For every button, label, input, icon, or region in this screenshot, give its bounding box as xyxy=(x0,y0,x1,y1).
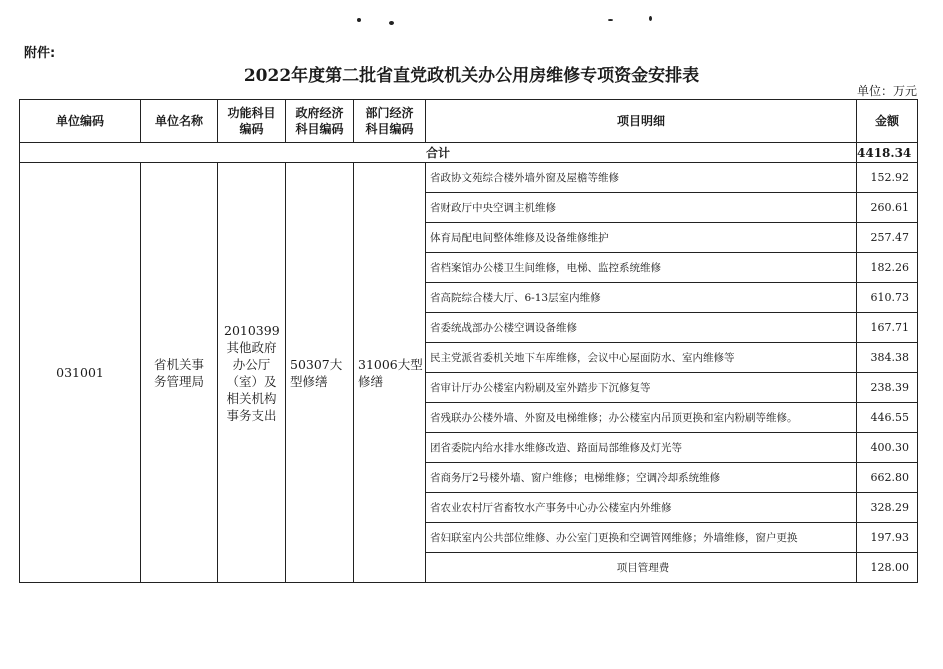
project-description: 民主党派省委机关地下车库维修，会议中心屋面防水、室内维修等 xyxy=(426,343,857,373)
unit-label: 单位：万元 xyxy=(856,84,917,98)
header-row xyxy=(20,100,918,143)
project-amount: 610.73 xyxy=(857,283,918,313)
scan-speck xyxy=(649,16,652,21)
project-amount: 400.30 xyxy=(857,433,918,463)
total-amount: 4418.34 xyxy=(857,143,918,163)
project-amount: 238.39 xyxy=(857,373,918,403)
project-description: 省高院综合楼大厅、6-13层室内维修 xyxy=(426,283,857,313)
project-amount: 152.92 xyxy=(857,163,918,193)
project-description: 体育局配电间整体维修及设备维修维护 xyxy=(426,223,857,253)
project-description: 省档案馆办公楼卫生间维修，电梯、监控系统维修 xyxy=(426,253,857,283)
attachment-label: 附件: xyxy=(24,46,56,61)
project-description: 省财政厅中央空调主机维修 xyxy=(426,193,857,223)
allocation-table xyxy=(19,99,918,583)
project-amount: 167.71 xyxy=(857,313,918,343)
project-amount: 197.93 xyxy=(857,523,918,553)
group-unit-code: 031001 xyxy=(20,163,141,583)
group-gov-econ-code: 50307大型修缮 xyxy=(286,163,354,583)
group-dept-econ-code: 31006大型修缮 xyxy=(354,163,426,583)
group-function-code: 2010399其他政府办公厅（室）及相关机构事务支出 xyxy=(218,163,286,583)
total-row xyxy=(20,143,918,163)
project-description: 团省委院内给水排水维修改造、路面局部维修及灯光等 xyxy=(426,433,857,463)
table-row xyxy=(20,163,918,193)
project-description: 省妇联室内公共部位维修、办公室门更换和空调管网维修；外墙维修，窗户更换 xyxy=(426,523,857,553)
header-project-detail: 项目明细 xyxy=(426,100,857,143)
project-amount: 662.80 xyxy=(857,463,918,493)
project-description: 省残联办公楼外墙、外窗及电梯维修；办公楼室内吊顶更换和室内粉刷等维修。 xyxy=(426,403,857,433)
header-unit-name: 单位名称 xyxy=(141,100,218,143)
header-unit-code: 单位编码 xyxy=(20,100,141,143)
project-amount: 328.29 xyxy=(857,493,918,523)
scan-speck xyxy=(357,18,361,22)
project-description: 省审计厅办公楼室内粉刷及室外踏步下沉修复等 xyxy=(426,373,857,403)
project-description: 省商务厅2号楼外墙、窗户维修；电梯维修；空调冷却系统维修 xyxy=(426,463,857,493)
project-description: 省政协文苑综合楼外墙外窗及屋檐等维修 xyxy=(426,163,857,193)
total-label: 合计 xyxy=(20,143,857,163)
scan-speck xyxy=(389,21,394,25)
header-dept-econ-code: 部门经济科目编码 xyxy=(354,100,426,143)
group-unit-name: 省机关事务管理局 xyxy=(141,163,218,583)
header-amount: 金额 xyxy=(857,100,918,143)
project-description: 省委统战部办公楼空调设备维修 xyxy=(426,313,857,343)
project-amount: 446.55 xyxy=(857,403,918,433)
project-amount: 182.26 xyxy=(857,253,918,283)
header-gov-econ-code: 政府经济科目编码 xyxy=(286,100,354,143)
project-description: 项目管理费 xyxy=(426,553,857,583)
project-description: 省农业农村厅省畜牧水产事务中心办公楼室内外维修 xyxy=(426,493,857,523)
project-amount: 260.61 xyxy=(857,193,918,223)
project-amount: 384.38 xyxy=(857,343,918,373)
header-function-code: 功能科目编码 xyxy=(218,100,286,143)
project-amount: 128.00 xyxy=(857,553,918,583)
document-title: 2022年度第二批省直党政机关办公用房维修专项资金安排表 xyxy=(243,66,700,86)
scan-speck xyxy=(608,19,613,21)
project-amount: 257.47 xyxy=(857,223,918,253)
